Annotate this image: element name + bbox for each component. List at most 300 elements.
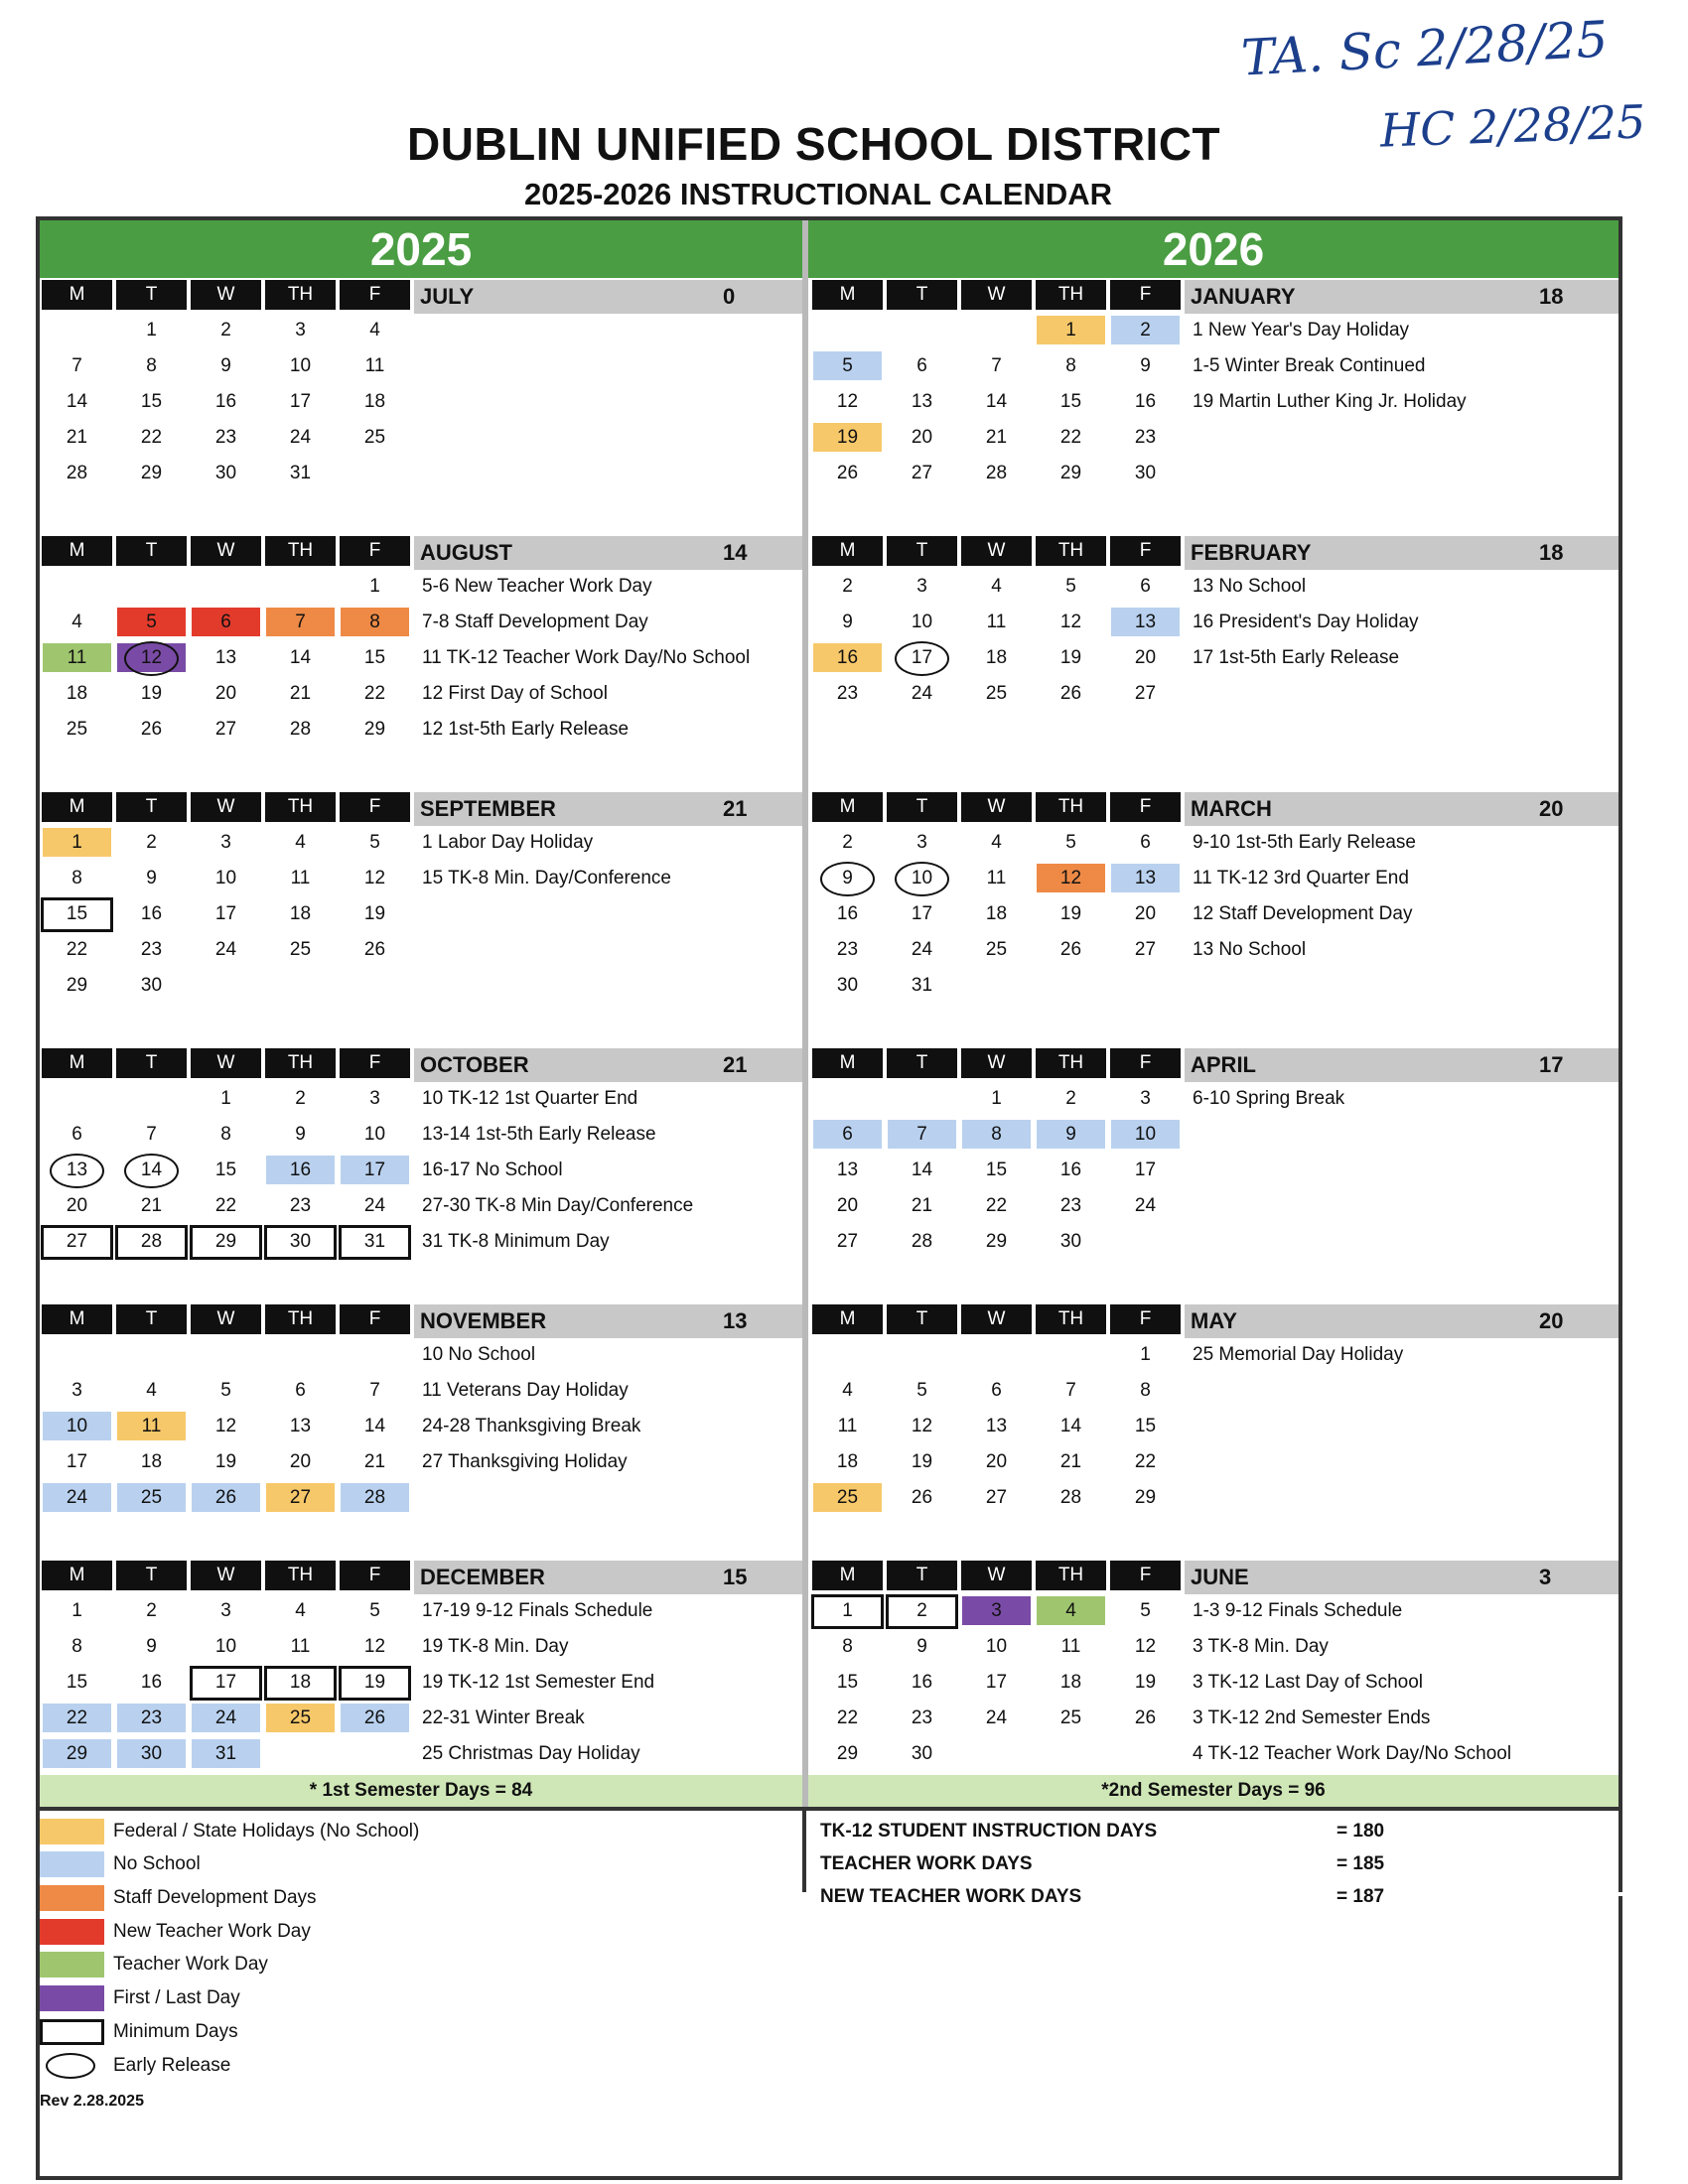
day-cell[interactable] [341,459,409,487]
day-cell[interactable]: 27 [985,1487,1008,1508]
day-cell[interactable]: 24 [43,1483,111,1512]
day-cell[interactable] [117,1340,186,1369]
day-cell[interactable]: 18 [1059,1672,1082,1693]
day-cell[interactable]: 25 [363,427,386,448]
day-cell[interactable]: 23 [1134,427,1157,448]
day-cell[interactable]: 29 [43,1739,111,1768]
day-cell[interactable]: 24 [911,939,933,960]
day-cell[interactable]: 29 [836,1743,859,1764]
day-cell[interactable] [962,1340,1031,1369]
day-cell[interactable]: 25 [1059,1707,1082,1728]
day-cell[interactable] [888,715,956,744]
day-cell[interactable]: 2 [1065,1088,1076,1109]
day-cell[interactable]: 4 [1037,1596,1105,1625]
day-cell[interactable] [43,572,111,601]
day-cell[interactable]: 15 [66,1672,88,1693]
day-cell[interactable]: 18 [836,1451,859,1472]
day-cell[interactable]: 19 [363,1672,386,1693]
day-cell[interactable]: 15 [1134,1416,1157,1436]
day-cell[interactable]: 22 [985,1195,1008,1216]
day-cell[interactable]: 15 [140,391,163,412]
day-cell[interactable] [192,1340,260,1369]
day-cell[interactable]: 23 [1059,1195,1082,1216]
day-cell[interactable]: 10 [985,1636,1008,1657]
day-cell[interactable]: 18 [363,391,386,412]
day-cell[interactable]: 30 [1059,1231,1082,1252]
day-cell[interactable] [962,971,1031,1000]
day-cell[interactable]: 23 [289,1195,312,1216]
day-cell[interactable]: 12 [836,391,859,412]
day-cell[interactable]: 30 [836,975,859,996]
day-cell[interactable]: 4 [369,320,380,341]
day-cell[interactable] [888,1084,956,1113]
day-cell[interactable]: 22 [66,939,88,960]
day-cell[interactable]: 18 [289,903,312,924]
day-cell[interactable]: 21 [1059,1451,1082,1472]
day-cell[interactable]: 10 [214,868,237,888]
day-cell[interactable]: 28 [1059,1487,1082,1508]
day-cell[interactable]: 2 [916,1600,927,1621]
day-cell[interactable]: 18 [985,903,1008,924]
day-cell[interactable] [1111,1739,1180,1768]
day-cell[interactable]: 7 [991,355,1002,376]
day-cell[interactable]: 20 [66,1195,88,1216]
day-cell[interactable]: 4 [295,832,306,853]
day-cell[interactable]: 16 [214,391,237,412]
day-cell[interactable]: 2 [146,1600,157,1621]
day-cell[interactable]: 9 [916,1636,927,1657]
day-cell[interactable] [266,572,335,601]
day-cell[interactable] [1037,1739,1105,1768]
day-cell[interactable]: 6 [71,1124,82,1145]
day-cell[interactable]: 30 [911,1743,933,1764]
day-cell[interactable]: 29 [1059,463,1082,483]
day-cell[interactable]: 27 [911,463,933,483]
day-cell[interactable]: 31 [192,1739,260,1768]
day-cell[interactable]: 15 [66,903,88,924]
day-cell[interactable]: 5 [1065,832,1076,853]
day-cell[interactable]: 11 [837,1416,858,1436]
day-cell[interactable]: 6 [192,608,260,636]
day-cell[interactable]: 3 [1140,1088,1151,1109]
day-cell[interactable] [117,572,186,601]
day-cell[interactable]: 22 [43,1704,111,1732]
day-cell[interactable] [266,1340,335,1369]
day-cell[interactable]: 4 [71,612,82,632]
day-cell[interactable]: 18 [66,683,88,704]
day-cell[interactable]: 19 [140,683,163,704]
day-cell[interactable]: 9 [220,355,231,376]
day-cell[interactable]: 26 [363,939,386,960]
day-cell[interactable]: 24 [192,1704,260,1732]
day-cell[interactable]: 5 [117,608,186,636]
day-cell[interactable]: 5 [220,1380,231,1401]
day-cell[interactable]: 12 [911,1416,933,1436]
day-cell[interactable]: 19 [214,1451,237,1472]
day-cell[interactable]: 12 [363,1636,386,1657]
day-cell[interactable]: 29 [214,1231,237,1252]
day-cell[interactable]: 12 [1037,864,1105,892]
day-cell[interactable]: 4 [842,1380,853,1401]
day-cell[interactable]: 8 [962,1120,1031,1149]
day-cell[interactable]: 19 [1059,647,1082,668]
day-cell[interactable]: 13 [911,391,933,412]
day-cell[interactable]: 17 [1134,1160,1157,1180]
day-cell[interactable]: 21 [289,683,312,704]
day-cell[interactable]: 10 [911,612,933,632]
day-cell[interactable] [43,1084,111,1113]
day-cell[interactable]: 16 [813,643,882,672]
day-cell[interactable]: 4 [295,1600,306,1621]
day-cell[interactable]: 1 [1140,1344,1151,1365]
day-cell[interactable] [1037,1340,1105,1369]
day-cell[interactable]: 2 [295,1088,306,1109]
day-cell[interactable]: 26 [1134,1707,1157,1728]
day-cell[interactable] [813,1340,882,1369]
day-cell[interactable]: 13 [289,1416,312,1436]
day-cell[interactable]: 30 [117,1739,186,1768]
day-cell[interactable]: 13 [1111,864,1180,892]
day-cell[interactable]: 25 [66,719,88,740]
day-cell[interactable] [266,1739,335,1768]
day-cell[interactable]: 2 [842,576,853,597]
day-cell[interactable]: 14 [1059,1416,1082,1436]
day-cell[interactable]: 10 [1111,1120,1180,1149]
day-cell[interactable] [1037,971,1105,1000]
day-cell[interactable]: 30 [289,1231,312,1252]
day-cell[interactable] [1111,715,1180,744]
day-cell[interactable] [888,1340,956,1369]
day-cell[interactable]: 25 [266,1704,335,1732]
day-cell[interactable]: 16 [266,1156,335,1184]
day-cell[interactable]: 1 [146,320,157,341]
day-cell[interactable]: 10 [289,355,312,376]
day-cell[interactable]: 23 [911,1707,933,1728]
day-cell[interactable] [43,1340,111,1369]
day-cell[interactable]: 8 [341,608,409,636]
day-cell[interactable]: 29 [66,975,88,996]
day-cell[interactable]: 12 [117,643,186,672]
day-cell[interactable]: 11 [117,1412,186,1440]
day-cell[interactable]: 17 [214,1672,237,1693]
day-cell[interactable]: 1 [43,828,111,857]
day-cell[interactable]: 11 [986,868,1007,888]
day-cell[interactable]: 8 [146,355,157,376]
day-cell[interactable]: 9 [146,1636,157,1657]
day-cell[interactable]: 27 [266,1483,335,1512]
day-cell[interactable]: 29 [363,719,386,740]
day-cell[interactable]: 6 [1140,576,1151,597]
day-cell[interactable] [813,1084,882,1113]
day-cell[interactable]: 9 [146,868,157,888]
day-cell[interactable]: 25 [117,1483,186,1512]
day-cell[interactable]: 14 [140,1160,163,1180]
day-cell[interactable]: 6 [813,1120,882,1149]
day-cell[interactable]: 11 [290,1636,311,1657]
day-cell[interactable]: 2 [842,832,853,853]
day-cell[interactable]: 7 [888,1120,956,1149]
day-cell[interactable]: 17 [985,1672,1008,1693]
day-cell[interactable]: 23 [140,939,163,960]
day-cell[interactable]: 1 [842,1600,853,1621]
day-cell[interactable]: 29 [140,463,163,483]
day-cell[interactable]: 22 [363,683,386,704]
day-cell[interactable]: 23 [214,427,237,448]
day-cell[interactable]: 9 [842,868,853,888]
day-cell[interactable]: 1 [1037,316,1105,344]
day-cell[interactable]: 5 [369,1600,380,1621]
day-cell[interactable] [962,715,1031,744]
day-cell[interactable]: 8 [842,1636,853,1657]
day-cell[interactable] [1037,715,1105,744]
day-cell[interactable]: 13 [985,1416,1008,1436]
day-cell[interactable]: 31 [911,975,933,996]
day-cell[interactable]: 21 [66,427,88,448]
day-cell[interactable]: 26 [1059,683,1082,704]
day-cell[interactable]: 3 [916,832,927,853]
day-cell[interactable]: 16 [1059,1160,1082,1180]
day-cell[interactable]: 21 [140,1195,163,1216]
day-cell[interactable]: 1 [369,576,380,597]
day-cell[interactable]: 19 [911,1451,933,1472]
day-cell[interactable]: 24 [911,683,933,704]
day-cell[interactable]: 28 [289,719,312,740]
day-cell[interactable]: 13 [66,1160,88,1180]
day-cell[interactable]: 27 [214,719,237,740]
day-cell[interactable]: 30 [1134,463,1157,483]
day-cell[interactable]: 20 [1134,903,1157,924]
day-cell[interactable]: 24 [214,939,237,960]
day-cell[interactable]: 10 [214,1636,237,1657]
day-cell[interactable]: 11 [43,643,111,672]
day-cell[interactable] [813,316,882,344]
day-cell[interactable]: 8 [71,1636,82,1657]
day-cell[interactable]: 10 [43,1412,111,1440]
day-cell[interactable]: 17 [911,647,933,668]
day-cell[interactable] [341,1739,409,1768]
day-cell[interactable]: 19 [1059,903,1082,924]
day-cell[interactable]: 8 [1065,355,1076,376]
day-cell[interactable]: 24 [985,1707,1008,1728]
day-cell[interactable]: 28 [985,463,1008,483]
day-cell[interactable]: 7 [266,608,335,636]
day-cell[interactable]: 28 [911,1231,933,1252]
day-cell[interactable]: 3 [220,832,231,853]
day-cell[interactable]: 11 [290,868,311,888]
day-cell[interactable]: 28 [140,1231,163,1252]
day-cell[interactable] [266,971,335,1000]
day-cell[interactable]: 26 [836,463,859,483]
day-cell[interactable]: 5 [813,351,882,380]
day-cell[interactable]: 7 [1065,1380,1076,1401]
day-cell[interactable]: 6 [295,1380,306,1401]
day-cell[interactable]: 11 [986,612,1007,632]
day-cell[interactable]: 14 [66,391,88,412]
day-cell[interactable] [888,316,956,344]
day-cell[interactable]: 22 [140,427,163,448]
day-cell[interactable] [813,715,882,744]
day-cell[interactable]: 20 [1134,647,1157,668]
day-cell[interactable]: 30 [140,975,163,996]
day-cell[interactable]: 22 [1059,427,1082,448]
day-cell[interactable]: 26 [911,1487,933,1508]
day-cell[interactable]: 28 [66,463,88,483]
day-cell[interactable]: 8 [220,1124,231,1145]
day-cell[interactable]: 26 [192,1483,260,1512]
day-cell[interactable]: 27 [1134,683,1157,704]
day-cell[interactable]: 14 [289,647,312,668]
day-cell[interactable]: 15 [985,1160,1008,1180]
day-cell[interactable]: 10 [363,1124,386,1145]
day-cell[interactable]: 27 [836,1231,859,1252]
day-cell[interactable]: 8 [71,868,82,888]
day-cell[interactable]: 20 [911,427,933,448]
day-cell[interactable]: 17 [911,903,933,924]
day-cell[interactable]: 5 [369,832,380,853]
day-cell[interactable] [962,316,1031,344]
day-cell[interactable] [43,316,111,344]
day-cell[interactable]: 4 [991,576,1002,597]
day-cell[interactable]: 12 [214,1416,237,1436]
day-cell[interactable]: 22 [1134,1451,1157,1472]
day-cell[interactable]: 22 [836,1707,859,1728]
day-cell[interactable]: 2 [1111,316,1180,344]
day-cell[interactable]: 17 [66,1451,88,1472]
day-cell[interactable]: 25 [985,683,1008,704]
day-cell[interactable]: 15 [1059,391,1082,412]
day-cell[interactable]: 19 [813,423,882,452]
day-cell[interactable]: 9 [1037,1120,1105,1149]
day-cell[interactable]: 1 [71,1600,82,1621]
day-cell[interactable]: 3 [916,576,927,597]
day-cell[interactable]: 14 [363,1416,386,1436]
day-cell[interactable]: 2 [220,320,231,341]
day-cell[interactable]: 11 [364,355,385,376]
day-cell[interactable] [341,971,409,1000]
day-cell[interactable]: 24 [363,1195,386,1216]
day-cell[interactable] [192,572,260,601]
day-cell[interactable]: 21 [985,427,1008,448]
day-cell[interactable]: 1 [991,1088,1002,1109]
day-cell[interactable]: 8 [1140,1380,1151,1401]
day-cell[interactable]: 7 [369,1380,380,1401]
day-cell[interactable]: 20 [836,1195,859,1216]
day-cell[interactable]: 13 [214,647,237,668]
day-cell[interactable]: 20 [214,683,237,704]
day-cell[interactable]: 19 [1134,1672,1157,1693]
day-cell[interactable]: 3 [71,1380,82,1401]
day-cell[interactable]: 31 [363,1231,386,1252]
day-cell[interactable]: 4 [146,1380,157,1401]
day-cell[interactable]: 21 [911,1195,933,1216]
day-cell[interactable]: 29 [1134,1487,1157,1508]
day-cell[interactable]: 5 [916,1380,927,1401]
day-cell[interactable]: 13 [1111,608,1180,636]
day-cell[interactable]: 26 [140,719,163,740]
day-cell[interactable]: 3 [295,320,306,341]
day-cell[interactable]: 25 [985,939,1008,960]
day-cell[interactable]: 14 [911,1160,933,1180]
day-cell[interactable]: 23 [836,939,859,960]
day-cell[interactable] [1111,971,1180,1000]
day-cell[interactable]: 31 [289,463,312,483]
day-cell[interactable]: 18 [140,1451,163,1472]
day-cell[interactable]: 6 [1140,832,1151,853]
day-cell[interactable]: 23 [836,683,859,704]
day-cell[interactable]: 15 [363,647,386,668]
day-cell[interactable]: 20 [985,1451,1008,1472]
day-cell[interactable]: 27 [66,1231,88,1252]
day-cell[interactable]: 20 [289,1451,312,1472]
day-cell[interactable] [962,1739,1031,1768]
day-cell[interactable] [117,1084,186,1113]
day-cell[interactable]: 30 [214,463,237,483]
day-cell[interactable]: 10 [911,868,933,888]
day-cell[interactable]: 18 [985,647,1008,668]
day-cell[interactable]: 26 [1059,939,1082,960]
day-cell[interactable]: 17 [289,391,312,412]
day-cell[interactable]: 9 [1140,355,1151,376]
day-cell[interactable]: 7 [71,355,82,376]
day-cell[interactable]: 12 [1059,612,1082,632]
day-cell[interactable]: 14 [985,391,1008,412]
day-cell[interactable]: 17 [341,1156,409,1184]
day-cell[interactable]: 12 [363,868,386,888]
day-cell[interactable]: 9 [295,1124,306,1145]
day-cell[interactable]: 16 [140,903,163,924]
day-cell[interactable]: 16 [836,903,859,924]
day-cell[interactable]: 7 [146,1124,157,1145]
day-cell[interactable]: 3 [369,1088,380,1109]
day-cell[interactable]: 21 [363,1451,386,1472]
day-cell[interactable]: 26 [341,1704,409,1732]
day-cell[interactable]: 28 [341,1483,409,1512]
day-cell[interactable]: 18 [289,1672,312,1693]
day-cell[interactable]: 16 [140,1672,163,1693]
day-cell[interactable]: 3 [220,1600,231,1621]
day-cell[interactable]: 25 [289,939,312,960]
day-cell[interactable]: 24 [1134,1195,1157,1216]
day-cell[interactable]: 17 [214,903,237,924]
day-cell[interactable]: 25 [813,1483,882,1512]
day-cell[interactable]: 13 [836,1160,859,1180]
day-cell[interactable]: 22 [214,1195,237,1216]
day-cell[interactable]: 5 [1140,1600,1151,1621]
day-cell[interactable]: 16 [1134,391,1157,412]
day-cell[interactable]: 3 [962,1596,1031,1625]
day-cell[interactable]: 24 [289,427,312,448]
day-cell[interactable]: 19 [363,903,386,924]
day-cell[interactable] [1111,1227,1180,1256]
day-cell[interactable]: 4 [991,832,1002,853]
day-cell[interactable] [341,1340,409,1369]
day-cell[interactable]: 29 [985,1231,1008,1252]
day-cell[interactable]: 16 [911,1672,933,1693]
day-cell[interactable]: 23 [117,1704,186,1732]
day-cell[interactable] [192,971,260,1000]
day-cell[interactable]: 2 [146,832,157,853]
day-cell[interactable]: 27 [1134,939,1157,960]
day-cell[interactable]: 15 [214,1160,237,1180]
day-cell[interactable]: 15 [836,1672,859,1693]
day-cell[interactable]: 12 [1134,1636,1157,1657]
day-cell[interactable]: 6 [991,1380,1002,1401]
day-cell[interactable]: 5 [1065,576,1076,597]
day-cell[interactable]: 9 [842,612,853,632]
day-cell[interactable]: 6 [916,355,927,376]
day-cell[interactable]: 11 [1060,1636,1081,1657]
day-cell[interactable]: 1 [220,1088,231,1109]
